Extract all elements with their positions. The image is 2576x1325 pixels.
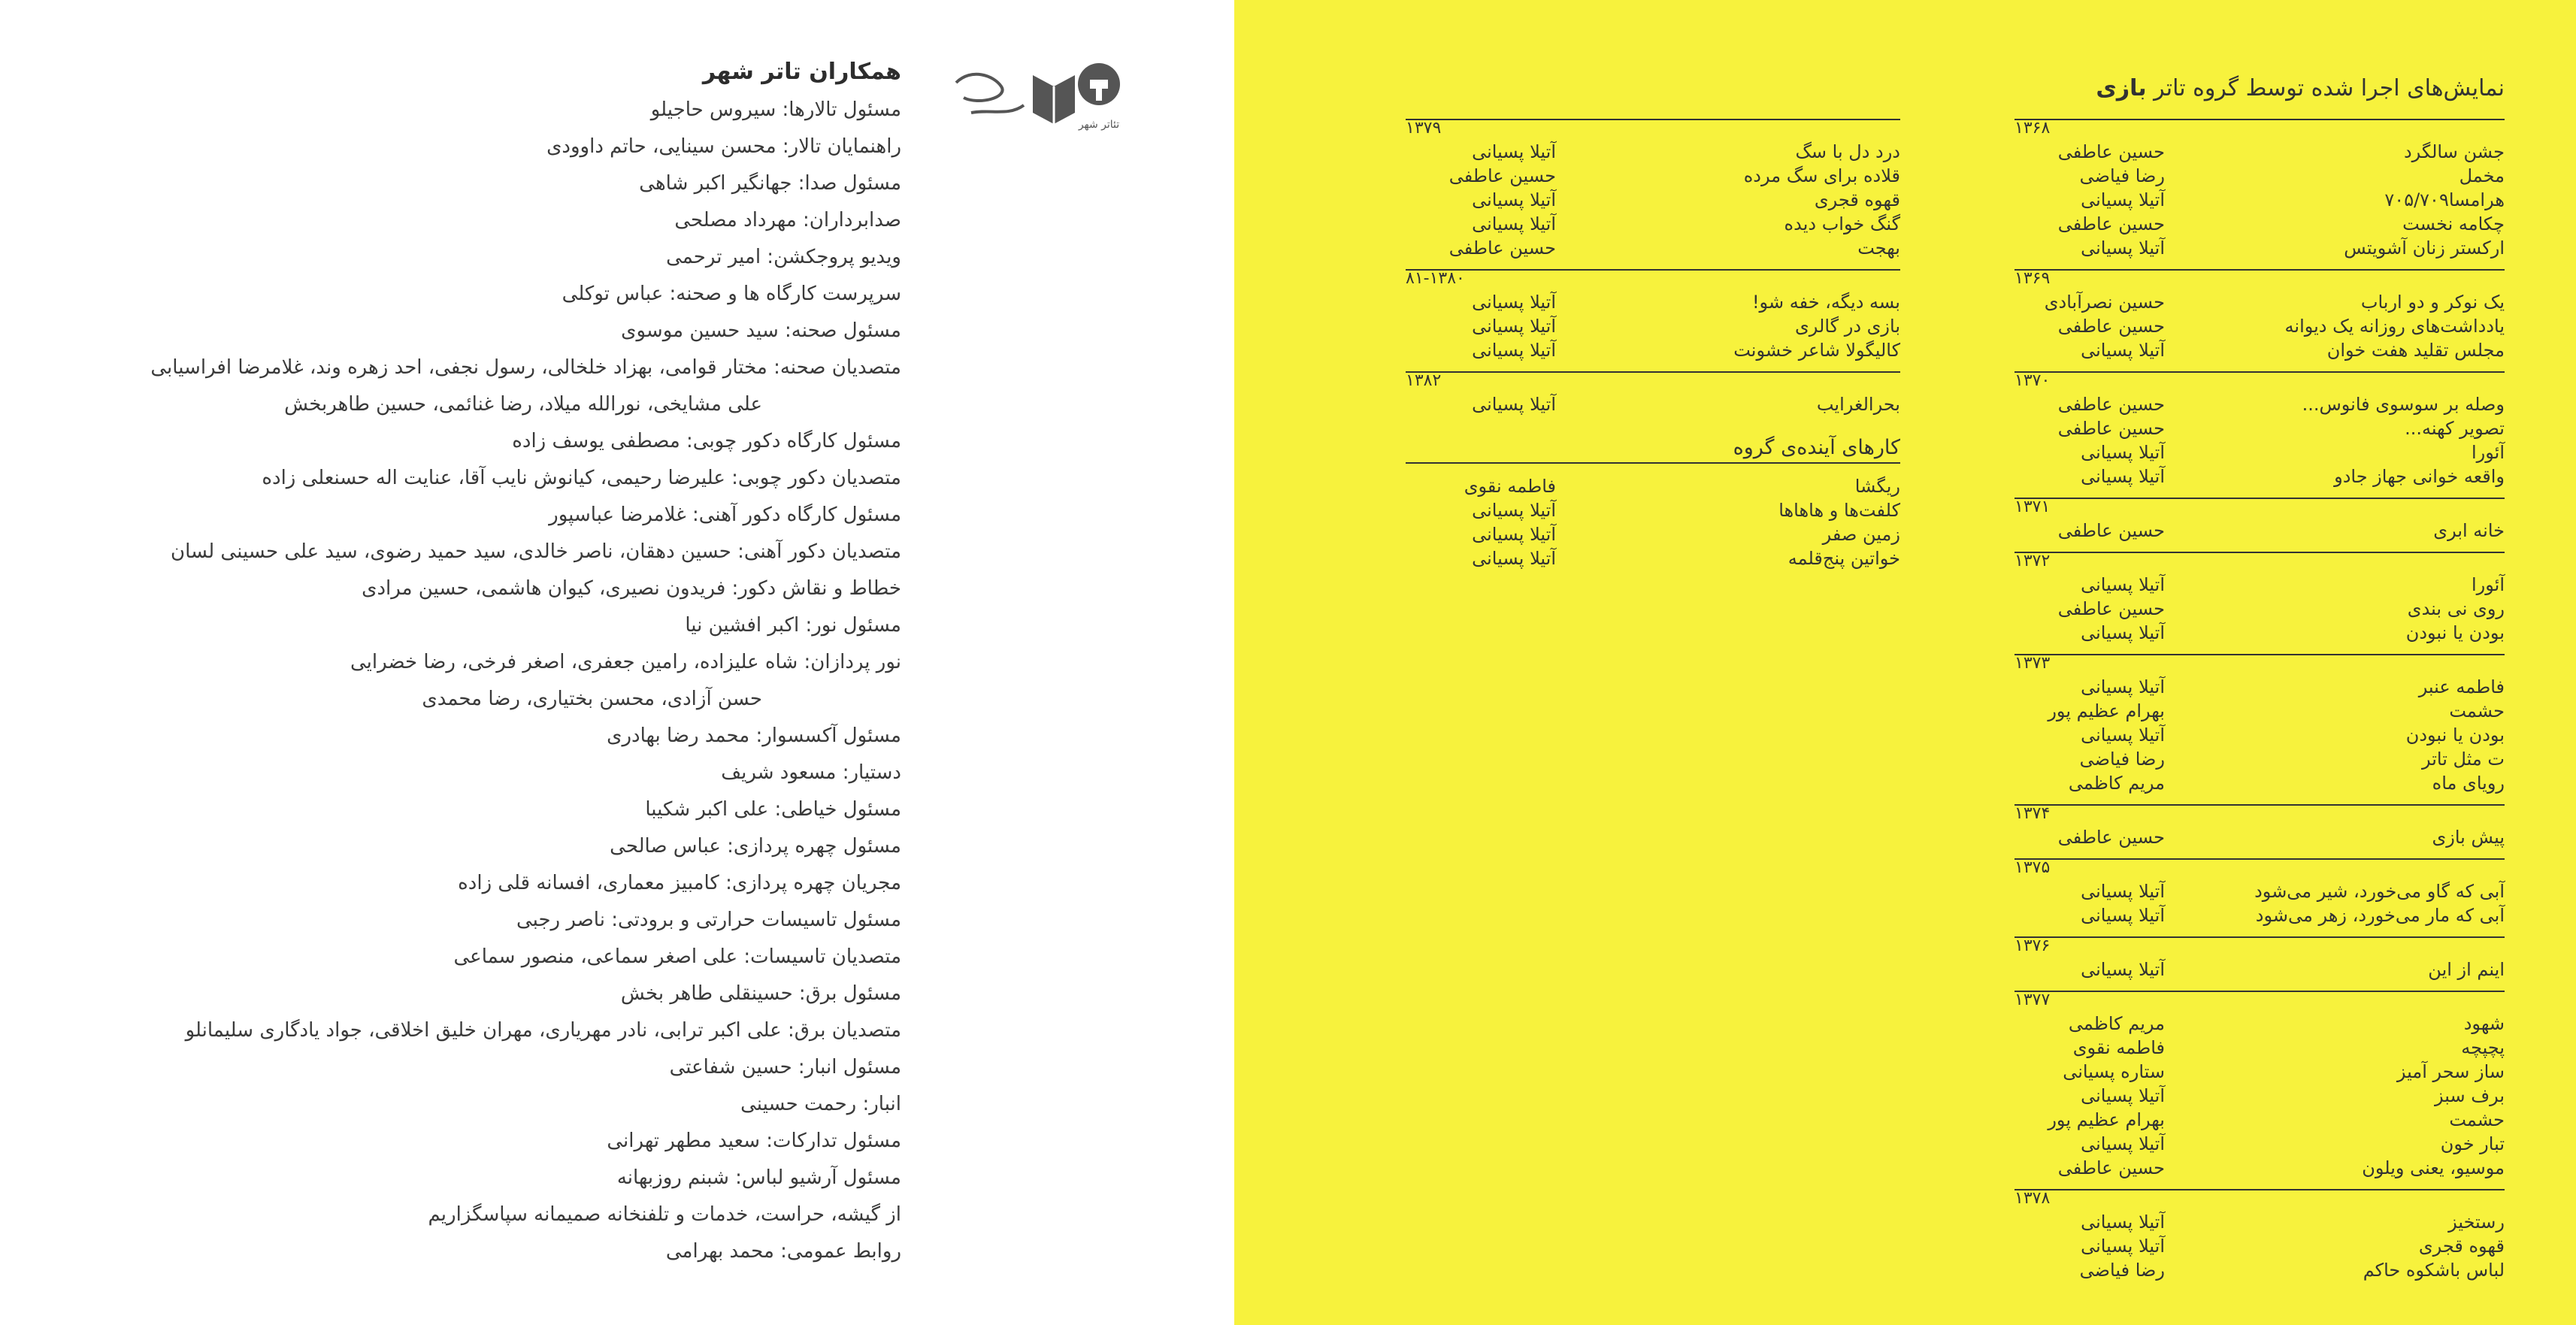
director-name: رضا فیاضی: [2079, 165, 2165, 186]
credits-title: همکاران تاتر شهر: [702, 59, 901, 85]
play-title: بحرالغرایب: [1816, 394, 1900, 415]
production-row: [2014, 597, 2505, 621]
year-block: [1406, 269, 1900, 362]
production-row: [2014, 747, 2505, 771]
play-title: ساز سحر آمیز: [2396, 1061, 2505, 1082]
director-name: حسین عاطفی: [2057, 1157, 2165, 1178]
director-name: آتیلا پسیانی: [1472, 316, 1556, 337]
production-row: [2014, 723, 2505, 747]
credit-line: متصدیان دکور چوبی: علیرضا رحیمی، کیانوش نایب آقا، عنایت اله حسنعلی زاده: [262, 467, 901, 489]
play-title: پیش بازی: [2432, 827, 2505, 848]
director-name: آتیلا پسیانی: [2081, 466, 2165, 487]
logos: [949, 53, 1122, 143]
production-row: [1406, 392, 1900, 416]
play-title: تبار خون: [2440, 1133, 2505, 1154]
director-name: آتیلا پسیانی: [2081, 881, 2165, 902]
director-name: آتیلا پسیانی: [2081, 676, 2165, 697]
credit-line: مسئول صحنه: سید حسین موسوی: [621, 319, 901, 342]
director-name: آتیلا پسیانی: [1472, 189, 1556, 210]
play-title: ریگشا: [1854, 476, 1900, 497]
play-title: مخمل: [2459, 165, 2505, 186]
director-name: آتیلا پسیانی: [2081, 1212, 2165, 1233]
production-row: [2014, 621, 2505, 645]
play-title: پچپچه: [2461, 1037, 2505, 1058]
credit-line-continued: حسن آزادی، محسن بختیاری، رضا محمدی: [422, 688, 762, 710]
production-row: [2014, 290, 2505, 314]
director-name: حسین عاطفی: [2057, 141, 2165, 162]
play-title: روی نی بندی: [2407, 598, 2505, 619]
credit-line: متصدیان دکور آهنی: حسین دهقان، ناصر خالدی، سید حمید رضوی، سید علی حسینی لسان: [171, 540, 901, 563]
play-title: شهود: [2463, 1013, 2505, 1034]
production-row: [1406, 236, 1900, 260]
play-title: فاطمه عنبر: [2418, 676, 2505, 697]
director-name: فاطمه نقوی: [2072, 1037, 2165, 1058]
production-row: [2014, 1060, 2505, 1084]
play-title: واقعه خوانی جهاز جادو: [2334, 466, 2505, 487]
director-name: آتیلا پسیانی: [1472, 394, 1556, 415]
production-row: [1406, 338, 1900, 362]
production-row: [2014, 440, 2505, 464]
credit-line: روابط عمومی: محمد بهرامی: [665, 1240, 901, 1263]
director-name: حسین عاطفی: [2057, 316, 2165, 337]
credit-line: مسئول کارگاه دکور آهنی: غلامرضا عباسپور: [549, 504, 901, 526]
year-label: ۱۳۷۵: [2014, 858, 2051, 877]
director-name: آتیلا پسیانی: [2081, 622, 2165, 643]
group-name: بازی: [2096, 75, 2147, 101]
production-row: [1406, 314, 1900, 338]
play-title: ت مثل تاتر: [2421, 749, 2505, 770]
production-row: [1406, 188, 1900, 212]
play-title: خواتین پنج‌قلمه: [1787, 548, 1900, 569]
play-title: قهوه قجری: [1814, 189, 1900, 210]
year-block: [2014, 654, 2505, 795]
production-row: [2014, 825, 2505, 849]
credit-line: مسئول برق: حسینقلی طاهر بخش: [620, 982, 901, 1005]
credit-line: مسئول خیاطی: علی اکبر شکیبا: [645, 798, 901, 821]
production-row: [2014, 903, 2505, 927]
production-row: [1406, 212, 1900, 236]
production-row: [2014, 957, 2505, 982]
year-label: ۱۳۷۶: [2014, 936, 2051, 955]
director-name: حسین عاطفی: [1448, 237, 1556, 259]
play-title: کلفت‌ها و هاهاها: [1778, 500, 1900, 521]
director-name: آتیلا پسیانی: [2081, 442, 2165, 463]
play-title: ارکستر زنان آشویتس: [2344, 237, 2505, 259]
director-name: حسین عاطفی: [2057, 213, 2165, 234]
year-block: [2014, 269, 2505, 362]
year-block: [2014, 119, 2505, 260]
production-row: [2014, 140, 2505, 164]
production-row: [2014, 1108, 2505, 1132]
production-row: [2014, 879, 2505, 903]
credit-line: متصدیان صحنه: مختار قوامی، بهزاد خلخالی، رسول نجفی، احد زهره وند، غلامرضا افراسیابی: [150, 356, 901, 379]
play-title: رویای ماه: [2432, 773, 2505, 794]
production-row: [2014, 464, 2505, 489]
year-label: ۱۳۶۹: [2014, 269, 2051, 288]
future-works-block: [1406, 462, 1900, 570]
future-work-row: [1406, 474, 1900, 498]
director-name: آتیلا پسیانی: [2081, 237, 2165, 259]
production-row: [2014, 188, 2505, 212]
year-label: ۱۳۷۷: [2014, 991, 2051, 1009]
production-row: [2014, 212, 2505, 236]
director-name: حسین عاطفی: [2057, 418, 2165, 439]
year-label: ۱۳۷۳: [2014, 654, 2051, 673]
play-title: قهوه قجری: [2418, 1236, 2505, 1257]
play-title: آئورا: [2471, 574, 2505, 595]
year-label: ۱۳۷۸: [2014, 1189, 2051, 1208]
director-name: بهرام عظیم پور: [2048, 1109, 2165, 1130]
production-row: [2014, 1156, 2505, 1180]
play-title: حشمت: [2449, 700, 2505, 721]
director-name: آتیلا پسیانی: [1472, 548, 1556, 569]
credits-list: [59, 54, 901, 1270]
director-name: آتیلا پسیانی: [2081, 1236, 2165, 1257]
director-name: بهرام عظیم پور: [2048, 700, 2165, 721]
calligraphy-mark: [956, 74, 1024, 113]
director-name: حسین نصرآبادی: [2044, 292, 2165, 313]
play-title: وصله بر سوسوی فانوس...: [2302, 394, 2505, 415]
director-name: فاطمه نقوی: [1464, 476, 1556, 497]
production-row: [2014, 1234, 2505, 1258]
play-title: یک نوکر و دو ارباب: [2360, 292, 2505, 313]
play-title: یادداشت‌های روزانه یک دیوانه: [2284, 316, 2505, 337]
play-title: قلاده برای سگ مرده: [1743, 165, 1900, 186]
play-title: رستخیز: [2448, 1212, 2505, 1233]
play-title: کالیگولا شاعر خشونت: [1733, 340, 1900, 361]
credit-line: دستیار: مسعود شریف: [721, 761, 901, 784]
future-work-row: [1406, 546, 1900, 570]
year-block: [2014, 858, 2505, 927]
production-row: [2014, 675, 2505, 699]
year-block: [2014, 371, 2505, 489]
director-name: آتیلا پسیانی: [2081, 905, 2165, 926]
year-block: [2014, 936, 2505, 982]
credit-line: صدابرداران: مهرداد مصلحی: [674, 209, 901, 231]
year-label: ۱۳۷۹: [1406, 119, 1442, 138]
production-row: [2014, 416, 2505, 440]
year-label: ۱۳۸۲: [1406, 371, 1442, 390]
future-work-row: [1406, 522, 1900, 546]
year-label: ۱۳۶۸: [2014, 119, 2051, 138]
play-title: بودن یا نبودن: [2405, 725, 2505, 746]
year-block: [1406, 119, 1900, 260]
credit-line: نور پردازان: شاه علیزاده، رامین جعفری، اصغر فرخی، رضا خضرایی: [350, 651, 901, 673]
play-title: اینم از این: [2428, 959, 2505, 980]
year-label: ۸۱-۱۳۸۰: [1406, 269, 1465, 288]
credit-line: انبار: رحمت حسینی: [740, 1093, 901, 1115]
left-page: [0, 0, 1234, 1325]
director-name: آتیلا پسیانی: [2081, 725, 2165, 746]
director-name: حسین عاطفی: [2057, 598, 2165, 619]
production-row: [2014, 1036, 2505, 1060]
play-title: موسیو، یعنی ویلون: [2362, 1157, 2505, 1178]
play-title: آبی که گاو می‌خورد، شیر می‌شود: [2254, 881, 2505, 902]
year-block: [2014, 552, 2505, 645]
director-name: رضا فیاضی: [2079, 1260, 2165, 1281]
productions-column-2: [1406, 119, 1900, 579]
year-label: ۱۳۷۴: [2014, 804, 2051, 823]
director-name: آتیلا پسیانی: [1472, 292, 1556, 313]
production-row: [2014, 699, 2505, 723]
play-title: بسه دیگه، خفه شو!: [1751, 292, 1900, 313]
year-block: [1406, 371, 1900, 416]
year-block: [2014, 991, 2505, 1180]
director-name: آتیلا پسیانی: [1472, 340, 1556, 361]
credit-line: مسئول آکسسوار: محمد رضا بهادری: [607, 725, 901, 747]
play-title: مجلس تقلید هفت خوان: [2326, 340, 2505, 361]
future-work-row: [1406, 498, 1900, 522]
credit-line: مسئول آرشیو لباس: شبنم روزبهانه: [616, 1166, 901, 1189]
play-title: آئورا: [2471, 442, 2505, 463]
year-block: [2014, 1189, 2505, 1282]
production-row: [2014, 338, 2505, 362]
year-block: [2014, 498, 2505, 543]
production-row: [1406, 290, 1900, 314]
play-title: بودن یا نبودن: [2405, 622, 2505, 643]
year-label: ۱۳۷۰: [2014, 371, 2051, 390]
production-row: [2014, 1084, 2505, 1108]
director-name: مریم کاظمی: [2068, 773, 2165, 794]
credit-line: مسئول تاسیسات حرارتی و برودتی: ناصر رجبی: [516, 909, 901, 931]
future-works-title: کارهای آینده‌ی گروه: [1733, 436, 1900, 459]
year-label: ۱۳۷۲: [2014, 552, 2051, 570]
production-row: [2014, 1132, 2505, 1156]
play-title: لباس باشکوه حاکم: [2363, 1260, 2505, 1281]
production-row: [2014, 573, 2505, 597]
director-name: مریم کاظمی: [2068, 1013, 2165, 1034]
productions-title: [2014, 75, 2505, 101]
credit-line: راهنمایان تالار: محسن سینایی، حاتم داوودی: [546, 135, 901, 158]
production-row: [2014, 519, 2505, 543]
production-row: [2014, 392, 2505, 416]
play-title: حشمت: [2449, 1109, 2505, 1130]
director-name: رضا فیاضی: [2079, 749, 2165, 770]
credit-line: مسئول کارگاه دکور چوبی: مصطفی یوسف زاده: [512, 430, 901, 452]
production-row: [2014, 164, 2505, 188]
play-title: بازی در گالری: [1795, 316, 1900, 337]
credit-line: سرپرست کارگاه ها و صحنه: عباس توکلی: [562, 283, 901, 305]
play-title: تصویر کهنه...: [2405, 418, 2505, 439]
year-block: [2014, 804, 2505, 849]
director-name: آتیلا پسیانی: [1472, 500, 1556, 521]
credit-line: مسئول تدارکات: سعید مطهر تهرانی: [607, 1130, 901, 1152]
play-title: آبی که مار می‌خورد، زهر می‌شود: [2255, 905, 2505, 926]
play-title: چکامه نخست: [2402, 213, 2505, 234]
credit-line: مسئول تالارها: سیروس حاجیلو: [650, 98, 901, 121]
production-row: [2014, 314, 2505, 338]
director-name: حسین عاطفی: [1448, 165, 1556, 186]
play-title: درد دل با سگ: [1795, 141, 1900, 162]
director-name: حسین عاطفی: [2057, 827, 2165, 848]
director-name: ستاره پسیانی: [2063, 1061, 2165, 1082]
director-name: حسین عاطفی: [2057, 394, 2165, 415]
credit-line: از گیشه، حراست، خدمات و تلفنخانه صمیمانه سپاسگزاریم: [428, 1203, 901, 1226]
production-row: [2014, 1210, 2505, 1234]
production-row: [1406, 164, 1900, 188]
director-name: آتیلا پسیانی: [2081, 189, 2165, 210]
play-title: جشن سالگرد: [2403, 141, 2505, 162]
credit-line: متصدیان تاسیسات: علی اصغر سماعی، منصور سماعی: [453, 945, 901, 968]
director-name: آتیلا پسیانی: [2081, 1133, 2165, 1154]
credit-line: مسئول انبار: حسین شفاعتی: [669, 1056, 901, 1078]
play-title: خانه ابری: [2433, 520, 2505, 541]
director-name: حسین عاطفی: [2057, 520, 2165, 541]
director-name: آتیلا پسیانی: [2081, 340, 2165, 361]
director-name: آتیلا پسیانی: [2081, 959, 2165, 980]
productions-title-text: نمایش‌های اجرا شده توسط گروه تاتر: [2154, 75, 2505, 101]
play-title: برف سبز: [2434, 1085, 2505, 1106]
production-row: [1406, 140, 1900, 164]
productions-column-1: [2014, 119, 2505, 1291]
credit-line: مسئول نور: اکبر افشین نیا: [685, 614, 901, 637]
theater-shahr-logo: [949, 53, 1122, 143]
credit-line-continued: علی مشایخی، نورالله میلاد، رضا غنائمی، حسین طاهربخش: [284, 393, 762, 416]
production-row: [2014, 1258, 2505, 1282]
play-title: هرامسا۷۰۵/۷۰۹: [2384, 189, 2505, 210]
year-label: ۱۳۷۱: [2014, 498, 2051, 516]
credit-line: مسئول چهره پردازی: عباس صالحی: [610, 835, 901, 858]
director-name: آتیلا پسیانی: [1472, 213, 1556, 234]
director-name: آتیلا پسیانی: [2081, 574, 2165, 595]
director-name: آتیلا پسیانی: [2081, 1085, 2165, 1106]
credit-line: ویدیو پروجکشن: امیر ترحمی: [666, 246, 901, 268]
credit-line: مسئول صدا: جهانگیر اکبر شاهی: [639, 172, 901, 195]
production-row: [2014, 1012, 2505, 1036]
play-title: زمین صفر: [1822, 524, 1900, 545]
credit-line: مجریان چهره پردازی: کامبیز معماری، افسانه قلی زاده: [458, 872, 901, 894]
production-row: [2014, 236, 2505, 260]
credit-line: متصدیان برق: علی اکبر ترابی، نادر مهریاری، مهران خلیق اخلاقی، جواد یادگاری سلیمانلو: [185, 1019, 901, 1042]
credit-line: خطاط و نقاش دکور: فریدون نصیری، کیوان هاشمی، حسین مرادی: [362, 577, 901, 600]
play-title: بهجت: [1857, 237, 1900, 259]
play-title: گنگ خواب دیده: [1784, 213, 1900, 234]
production-row: [2014, 771, 2505, 795]
director-name: آتیلا پسیانی: [1472, 141, 1556, 162]
director-name: آتیلا پسیانی: [1472, 524, 1556, 545]
logo-caption: تئاتر شهر: [1078, 119, 1120, 131]
